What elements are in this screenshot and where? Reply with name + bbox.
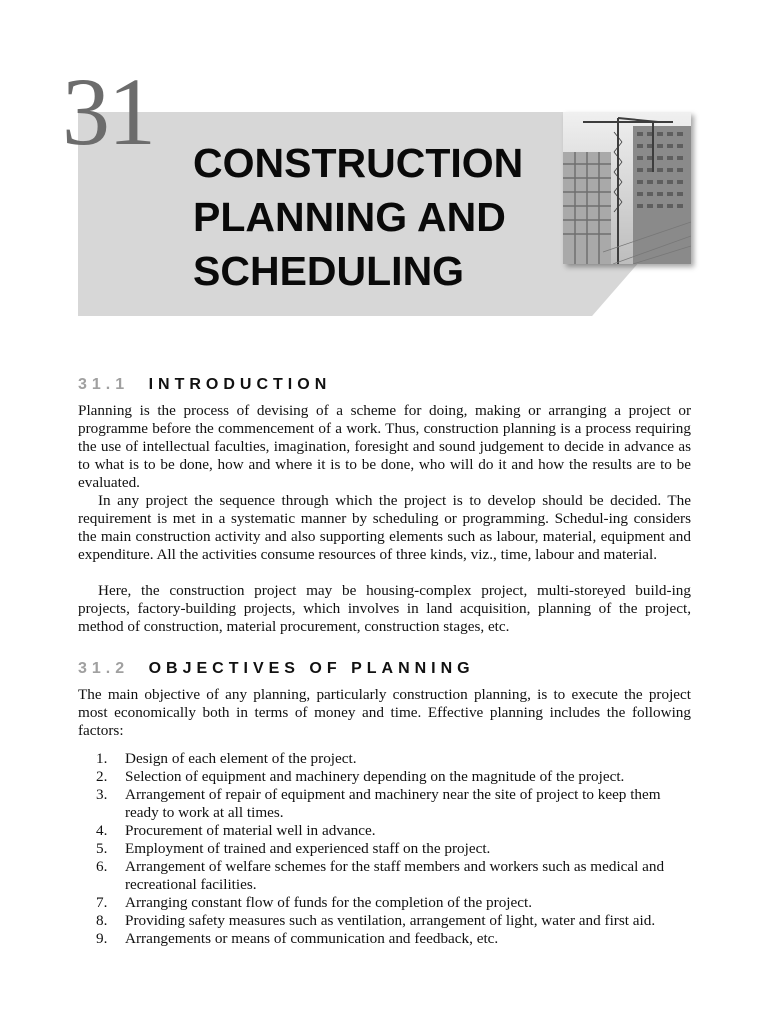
list-number: 5.	[96, 840, 108, 857]
list-text: Selection of equipment and machinery depending on the magnitude of the project.	[125, 768, 625, 785]
list-text: Arrangement of welfare schemes for the staff members and workers such as medical and recreational facilities.	[125, 858, 665, 893]
section-title: INTRODUCTION	[148, 376, 332, 393]
paragraph: The main objective of any planning, particularly construction planning, is to execute the project most economically both in terms of money and time. Effective planning includes the following factors:	[78, 686, 691, 739]
chapter-title-line: PLANNING AND	[193, 194, 506, 240]
list-number: 3.	[96, 786, 108, 803]
list-number: 8.	[96, 912, 108, 929]
chapter-number: 31	[62, 58, 154, 165]
chapter-title-line: SCHEDULING	[193, 248, 465, 294]
chapter-title-line: CONSTRUCTION	[193, 140, 524, 186]
paragraph: Here, the construction project may be housing-complex project, multi-storeyed build-ing projects, factory-building projects, which involves in land acquisition, planning of the project, method of construction, material procurement, construction stages, etc.	[78, 582, 691, 635]
section-number: 31.2	[78, 660, 130, 677]
list-text: Arrangements or means of communication and feedback, etc.	[125, 930, 499, 947]
list-item	[78, 822, 691, 840]
list-text: Procurement of material well in advance.	[125, 822, 376, 839]
list-text: Employment of trained and experienced staff on the project.	[125, 840, 491, 857]
chapter-title	[193, 136, 563, 298]
section-heading-introduction	[78, 376, 331, 394]
section-number: 31.1	[78, 376, 130, 393]
construction-site-image	[563, 112, 691, 264]
list-text: Arranging constant flow of funds for the completion of the project.	[125, 894, 532, 911]
list-item	[78, 768, 691, 786]
list-item	[78, 894, 691, 912]
list-number: 2.	[96, 768, 108, 785]
list-item	[78, 930, 691, 948]
list-item	[78, 750, 691, 768]
paragraph: In any project the sequence through which the project is to develop should be decided. The requirement is met in a systematic manner by scheduling or programming. Schedul-ing considers the main construction activity and also supporting elements such as labour, material, equipment and expenditure. All the activities consume resources of three kinds, viz., time, labour and material.	[78, 492, 691, 563]
list-item	[78, 786, 691, 822]
list-number: 7.	[96, 894, 108, 911]
list-number: 4.	[96, 822, 108, 839]
list-item	[78, 912, 691, 930]
planning-factors-list	[78, 750, 691, 948]
list-text: Design of each element of the project.	[125, 750, 357, 767]
list-item	[78, 858, 691, 894]
list-text: Providing safety measures such as ventilation, arrangement of light, water and first aid.	[125, 912, 656, 929]
section-heading-objectives	[78, 660, 475, 678]
list-text: Arrangement of repair of equipment and machinery near the site of project to keep them ready to work at all times.	[125, 786, 661, 821]
list-item	[78, 840, 691, 858]
list-number: 6.	[96, 858, 108, 875]
section-title: OBJECTIVES OF PLANNING	[148, 660, 475, 677]
paragraph: Planning is the process of devising of a scheme for doing, making or arranging a project or programme before the commencement of a work. Thus, construction planning is a process requiring the use of intellectual faculties, imagination, foresight and sound judgement to decide in advance as to what is to be done, how and where it is to be done, who will do it and how the results are to be evaluated.	[78, 402, 691, 491]
list-number: 1.	[96, 750, 108, 767]
list-number: 9.	[96, 930, 108, 947]
